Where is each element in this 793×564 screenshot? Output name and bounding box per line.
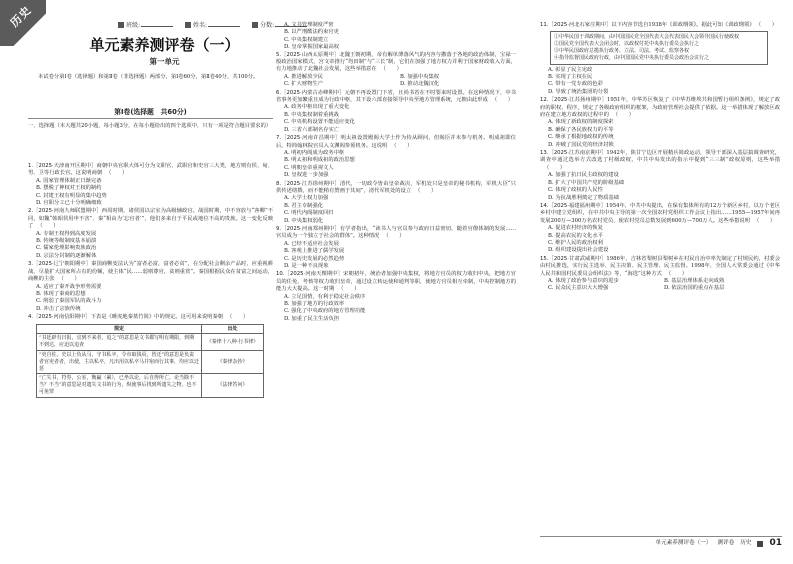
question-text: 宋朝初年，统治者加强中央集权，将地方官员的权力收归中央，把地方官员的任免、考核等权力收归皇帝，通过设立转运使和通判等职，使地方官员相互牵制，中央控制地方的能力大大提高。这一时期 (276, 271, 516, 293)
question-stem (276, 52, 516, 74)
answer-option[interactable]: A. 立足国情，有利于稳定社会秩序 (284, 293, 366, 300)
question-text: 秦国商鞅变法认为“富者必富，富者必贫”，在分配社会剩余产品时，应重视耕战，尽量扩大国家所占有的份额，使主体“民……弱则尊官，贫则重赏”。秦国根据民众在贫富之间运动，商鞅的主张 (28, 261, 274, 283)
answer-option[interactable]: C. 中央机构设置不能适应变化 (284, 119, 355, 126)
square-icon (252, 22, 258, 28)
column-left (28, 163, 273, 400)
question-number: 1. (28, 163, 34, 169)
answer-option[interactable]: C. 封建王权有明显的集中趋势 (36, 192, 107, 199)
answer-bracket[interactable]: （ ） (753, 217, 776, 224)
question-text: 元朝不再设置门下省，且尚书省在不时要来时设置。在这种情况下，中书省事务更加繁重且成为行政中枢，其下设六部直接领导中央至地方管理系统，元朝由此形成 (276, 89, 516, 104)
answer-option[interactable]: C. 中央集权制建立 (284, 36, 329, 43)
table-cell-source: 《秦律十八种·行书律》 (202, 334, 264, 351)
question-source: ［2025·河北石家庄期中］ (548, 22, 612, 28)
answer-option[interactable]: D. 为抗战胜利奠定了物质基础 (548, 194, 619, 201)
answer-bracket[interactable]: （ ） (380, 66, 402, 73)
question-number: 2. (28, 208, 34, 215)
answer-option[interactable]: B. 明太祖和明成祖的政治思想 (284, 157, 355, 164)
answer-option[interactable]: C. 带有一党专政的色彩 (548, 81, 603, 88)
question-stem (28, 314, 273, 321)
question-text: 西周时期，诸侯国以宗室为高级辅政官。战国时期，中不容放与“客卿”不同，如魏“韩昭侯用申不害”、秦“相由为‘忘官者’”，他们多来自于平民或地位不高的贵族。这一变化反映了 (28, 208, 273, 230)
question-number: 8. (276, 180, 282, 187)
question-number: 10. (276, 271, 285, 278)
answer-option[interactable]: A. 政务中枢出现了重大变化 (284, 104, 350, 111)
answer-option[interactable]: D. 加重了民主生活负担 (284, 315, 340, 322)
question-item (276, 52, 516, 89)
question-text: 1951年，中华苏区恢复了《中华苏维埃共和国暂行组织条例》，规定了政府的职权、程序，规定了各级政府组织的框架，为政府管理社会提供了依据。这一举措体现了解放区政府在建立地方政权的过程中的 (540, 97, 780, 119)
question-source: ［2025·河南郑州期中］ (281, 225, 340, 232)
answer-bracket[interactable]: （ ） (491, 97, 514, 104)
column-right (540, 22, 780, 294)
table-row (37, 374, 264, 397)
quote-line: ②国民党全国代表大会闭会时，以政权付托中央执行委员会执行之 (554, 41, 700, 48)
question-stem (28, 261, 273, 283)
answer-option[interactable]: C. 维护人民的政治权利 (548, 239, 603, 246)
table-cell-rule: “吏自佐、史以上负从马，守书私卒，令市取钱焉，皆迁”的意思是负责者官吏者者，出使，主以私卒，凡出用以私卒马并宿而行其事，均应以迁惩 (37, 350, 202, 373)
question-item (540, 67, 780, 97)
answer-option[interactable]: B. 加强了地方的行政效率 (284, 301, 345, 308)
question-item (276, 181, 516, 225)
page-number: 01 (769, 537, 782, 548)
question-item (276, 135, 516, 179)
answer-option[interactable]: D. 冲击了宗族传统 (36, 305, 81, 312)
answer-option[interactable]: A. 体现了新政权的制度探索 (548, 119, 614, 126)
question-source: ［2025·甘肃武威期中］ (548, 255, 607, 262)
quote-line: ③中华民国政府总揽执行政务、立法、司法、考试、监察各权 (554, 48, 690, 54)
question-text: 1954年，中共中央提出，在保有集体所有的12万个新区乡村，以万个老区乡村中建立党组织，在中共中央主导的第一次全国农村党组织工作会议上指出……1955—1957年间再发展200万—300万名农村党员，使农村党员总数发展到600万—700万人。这些举措说明 (540, 202, 780, 224)
exam-intro: 本试卷分第Ⅰ卷（选择题）和第Ⅱ卷（非选择题）两部分，第Ⅰ卷60分，第Ⅱ卷40分，共100分。 (38, 74, 259, 80)
answer-option[interactable]: D. 宗法分封制的逐渐解体 (36, 252, 97, 259)
question-text: 明太祖设置殿阁大学士作为侍从顾问，但阁臣并未参与机务。明成祖即位后，特简翰林院官员入文渊阁参预机务。这说明 (276, 135, 516, 149)
answer-option[interactable]: A. 文书管理制度严密 (284, 22, 334, 28)
source-quote-box (550, 31, 768, 64)
question-stem (540, 256, 780, 278)
answer-option[interactable]: A. 已经不适应社会发展 (284, 240, 339, 247)
table-cell-source: 《秦律杂抄》 (202, 350, 264, 373)
page-title: 单元素养测评卷（一） (89, 36, 240, 54)
question-number: 6. (276, 89, 282, 96)
answer-bracket[interactable]: （ ） (338, 286, 360, 293)
question-number: 12. (540, 97, 549, 104)
answer-bracket[interactable]: （ ） (758, 22, 778, 28)
table-header-rule: 规定 (37, 324, 202, 334)
answer-option[interactable]: D. 三省六部制名存实亡 (284, 126, 340, 133)
answer-bracket[interactable]: （ ） (415, 187, 437, 194)
answer-option[interactable]: B. 确保了各民族权力的平等 (548, 126, 614, 133)
question-source: ［2025·河南信阳期中］ (33, 314, 91, 321)
question-item (28, 163, 273, 207)
subject-tab (0, 0, 46, 46)
answer-bracket[interactable]: （ ） (37, 223, 59, 230)
question-number: 3. (28, 261, 34, 268)
question-item (540, 97, 780, 149)
table-cell-source: 《法律答问》 (202, 374, 264, 397)
answer-option[interactable]: B. 以严刑酷法约束官吏 (284, 29, 339, 36)
answer-option[interactable]: B. 君主专制强化 (284, 202, 324, 209)
subject-label: 历史 (7, 3, 34, 30)
question-stem (276, 135, 516, 150)
question-source: ［2025·天津南开区期中］ (33, 163, 97, 169)
question-text: 清代，一切政令皆由皇帝裁决，军机处只是皇帝的秘书机构，军机大臣“只供传述缮撰，而不能稍有赞画于其间”，清代军机处的设立 (276, 180, 516, 194)
answer-option[interactable]: A. 促进农村经济的恢复 (548, 225, 603, 232)
answer-option[interactable]: D. 冲破了国民党的经济封锁 (548, 141, 614, 148)
question-number: 11. (540, 22, 549, 28)
question-source: ［2025·河南许昌期中］ (281, 135, 341, 142)
question-source: ［2025·辽宁朝阳期中］ (33, 261, 92, 268)
question-stem (276, 90, 516, 105)
answer-option[interactable]: A. 适应了秦开战争形势需要 (36, 283, 102, 290)
answer-option[interactable]: D. 是一种不良现象 (284, 263, 329, 269)
answer-option[interactable]: D. 皇权进一步加强 (284, 172, 329, 179)
footer-block-icon (757, 541, 763, 547)
question-source: ［2025·山西太原期中］ (281, 51, 340, 58)
square-icon (185, 22, 191, 28)
table-cell-rule: “书廷辟有曰报，宜到不来者，追之”的意思是文书都写明有期限，到期不到达，应迫以追查 (37, 334, 202, 351)
answer-option[interactable]: C. 强化了中央政府的地方管理功能 (284, 308, 366, 315)
table-header-source: 出处 (202, 324, 264, 334)
question-item (28, 208, 273, 260)
answer-option[interactable]: A. 明初内阁成为政务中枢 (284, 149, 345, 156)
question-number: 9. (276, 225, 282, 232)
question-item (276, 226, 516, 270)
question-stem (540, 150, 780, 172)
question-number: 15. (540, 255, 549, 262)
answer-option[interactable]: B. 基层治理体系走向成熟 (664, 277, 725, 284)
question-source: ［2025·江苏扬州期中］ (548, 97, 608, 104)
footer-label: 单元素养测评卷（一） (655, 539, 712, 546)
quote-line: ④指导监督国民政府行政，由中国国民党中央执行委员会政治会议行之 (554, 54, 710, 61)
answer-option[interactable]: A. 体现了政治参与意识的进步 (548, 277, 619, 284)
answer-bracket[interactable]: （ ） (106, 170, 128, 177)
question-source: ［2025·江苏南京期中］ (548, 150, 607, 157)
answer-option[interactable]: B. 提高农民的文化水平 (548, 232, 603, 239)
unit-subtitle: 第一单元 (149, 57, 180, 66)
quote-line: ①中华民国于训政期间，由中国国民党全国代表大会代表国民大会领导国民行使政权 (554, 34, 740, 41)
question-source: ［2025·福建福州期中］ (548, 202, 607, 209)
question-number: 14. (540, 202, 549, 209)
question-item (540, 203, 780, 255)
answer-option[interactable]: B. 实现了主权在民 (548, 74, 593, 80)
page-footer (640, 538, 782, 549)
question-stem (276, 226, 516, 241)
answer-option[interactable]: A. 加强了抗日民主政权的建设 (548, 172, 619, 179)
question-item (276, 271, 516, 323)
answer-option[interactable]: B. 中央集权制着重挑战 (284, 111, 339, 118)
square-icon (118, 22, 124, 28)
answer-option[interactable]: A. 推进解放少民 (284, 73, 323, 80)
answer-option[interactable]: C. 儒家伦理影响贵族政治 (36, 245, 97, 252)
answer-option[interactable]: B. 客观上推进了儒学发展 (284, 248, 345, 255)
answer-option[interactable]: B. 传统等级制度基本崩溃 (36, 238, 97, 245)
answer-option-row (540, 285, 780, 292)
question-item (276, 90, 516, 134)
answer-option[interactable]: A. 国家管理体制正日渐完备 (36, 177, 102, 184)
section-title: 第Ⅰ卷(选择题 共60分) (28, 109, 273, 119)
question-number: 4. (28, 314, 34, 321)
answer-option[interactable]: C. 民众民主意识大大增强 (548, 285, 609, 292)
question-stem (276, 181, 516, 196)
footer-subject: 历史 (740, 539, 752, 546)
question-item (540, 22, 780, 29)
table-row (37, 350, 264, 373)
answer-option[interactable]: C. 是历史发展的必然趋势 (284, 255, 345, 262)
question-stem (540, 97, 780, 119)
answer-bracket[interactable]: （ ） (665, 270, 688, 277)
question-source: ［2025·江苏徐州期中］ (281, 180, 340, 187)
question-number: 13. (540, 150, 549, 157)
footer-divider (540, 536, 782, 537)
column-middle (276, 22, 516, 324)
question-source: ［2025·河南天棵期中］ (284, 271, 344, 278)
answer-option[interactable]: D. 组织建设提出社会建设 (548, 247, 609, 254)
name-field[interactable]: 姓名: (185, 22, 240, 29)
question-source: ［2025·内蒙古赤峰期中］ (281, 89, 345, 96)
question-stem (276, 271, 516, 293)
answer-option[interactable]: B. 体现了秦商的思想 (36, 290, 86, 297)
answer-option[interactable]: C. 扩大财物生产 (284, 81, 324, 88)
question-source: ［2025·河南九师联盟期中］ (33, 208, 102, 215)
question-number: 7. (276, 135, 282, 142)
question-stem (540, 22, 780, 29)
answer-option[interactable]: B. 加强中央集权 (400, 73, 440, 80)
question-item (28, 261, 273, 313)
answer-option[interactable]: C. 削弱了秦国军队的战斗力 (36, 298, 102, 305)
question-text: 商朝中央官职大体可分为文职官、武职官和史官三大类，地方则有侯、甸、男、卫等行政长官。这说明商朝 (28, 163, 273, 177)
question-stem (28, 163, 273, 178)
question-text: 1986年，吉林省梨树县梨树乡在村民自治中率先制定了村规民约，村委会由村民推选，实行民主选举、民主决策、民主管理、民主监督。1998年，全国人大常委会通过《中华人民共和国村民委员会组织法》等，“海选”这种方式 (540, 255, 780, 277)
answer-option[interactable]: D. 导致了统治集团的分裂 (548, 88, 609, 95)
question-text: 有学者指出，“读书人与官员参与政府日益密切，随着官僚体制的发展……官员成为一个独立于社会的群体”。这种情况 (276, 225, 516, 240)
answer-option[interactable]: A. 大学士权力加强 (284, 195, 329, 202)
footer-sub: 测评卷 (717, 539, 735, 546)
answer-option[interactable]: C. 继承了根据地政权的传统 (548, 134, 614, 141)
question-stem (540, 203, 780, 225)
class-field[interactable]: 班级: (118, 22, 173, 29)
answer-bracket[interactable]: （ ） (391, 142, 413, 149)
question-text: 以下内容节选自1938年《训政纲领》。据此可知《训政纲领》 (611, 22, 755, 28)
answer-option[interactable]: D. 皇帝掌握国家最高权 (284, 44, 340, 51)
answer-bracket[interactable]: （ ） (383, 233, 405, 240)
answer-option[interactable]: C. 体现了政权的人民性 (548, 187, 603, 194)
answer-option[interactable]: C. 明朝皇帝重视文人 (284, 164, 334, 171)
question-text: 北魏王朝初期，帝有解单薄落风气的内容与撒落于各地的政治体制，宝禄一般政治国家模式，宫文帝推行“均田制”与“三长”制，它们在加强了地方权力并利于国家财政收入方面，有力地推动了北魏社会发展，这些举措意在 (276, 51, 516, 73)
answer-bracket[interactable]: （ ） (227, 314, 249, 321)
answer-option[interactable]: D. 官职分工已十分明确细致 (36, 200, 102, 207)
regulations-table (36, 324, 264, 398)
answer-option[interactable]: B. 扩大了中国共产党的阶级基础 (548, 179, 625, 186)
answer-option[interactable]: B. 摆脱了神权对王权的制约 (36, 185, 102, 192)
answer-option[interactable]: A. 彰显了民主宪政 (548, 66, 593, 73)
table-row (37, 334, 264, 351)
answer-bracket[interactable]: （ ） (58, 276, 80, 283)
question-item (540, 256, 780, 293)
answer-option[interactable]: A. 专制王权得到高度发展 (36, 230, 97, 237)
score-field[interactable]: 分数: (252, 22, 307, 29)
answer-option[interactable]: D. 中央集权弱化 (284, 217, 324, 224)
answer-option[interactable]: D. 推动北魏汉化 (400, 81, 440, 88)
question-item (540, 150, 780, 202)
question-item (28, 314, 273, 321)
question-text: 1942年，陕甘宁边区开展精兵简政运动，领导干部深入基层搞调查研究，调查中通过选举方式改选了村级政权，中共中央发出的指示中提到“三三制”政权原则，这些举措 (540, 150, 780, 164)
answer-option[interactable]: C. 明代内阁制度回归 (284, 210, 334, 217)
part-heading: 一、选择题（本大题共20小题，每小题3分，在每小题给出的四个选项中，只有一项是符合题目要求的） (28, 123, 272, 129)
question-stem (28, 208, 273, 230)
table-cell-rule: “亡失书，符券，公室，衡赢（累），已坐以论，后自得所亡，论当除不当？不当”的意思是对遗失文书的行为，纵使事后找到所遗失之物，也不可免罪 (37, 374, 202, 397)
question-text: 下表是《睡虎地秦墓竹简》中的规定。这可用来说明秦朝 (90, 314, 224, 321)
question-number: 5. (276, 51, 282, 58)
answer-option-row (276, 81, 516, 88)
answer-bracket[interactable]: （ ） (544, 164, 566, 171)
answer-option[interactable]: D. 依法治国的重点在基层 (664, 285, 725, 292)
answer-bracket[interactable]: （ ） (612, 112, 635, 119)
